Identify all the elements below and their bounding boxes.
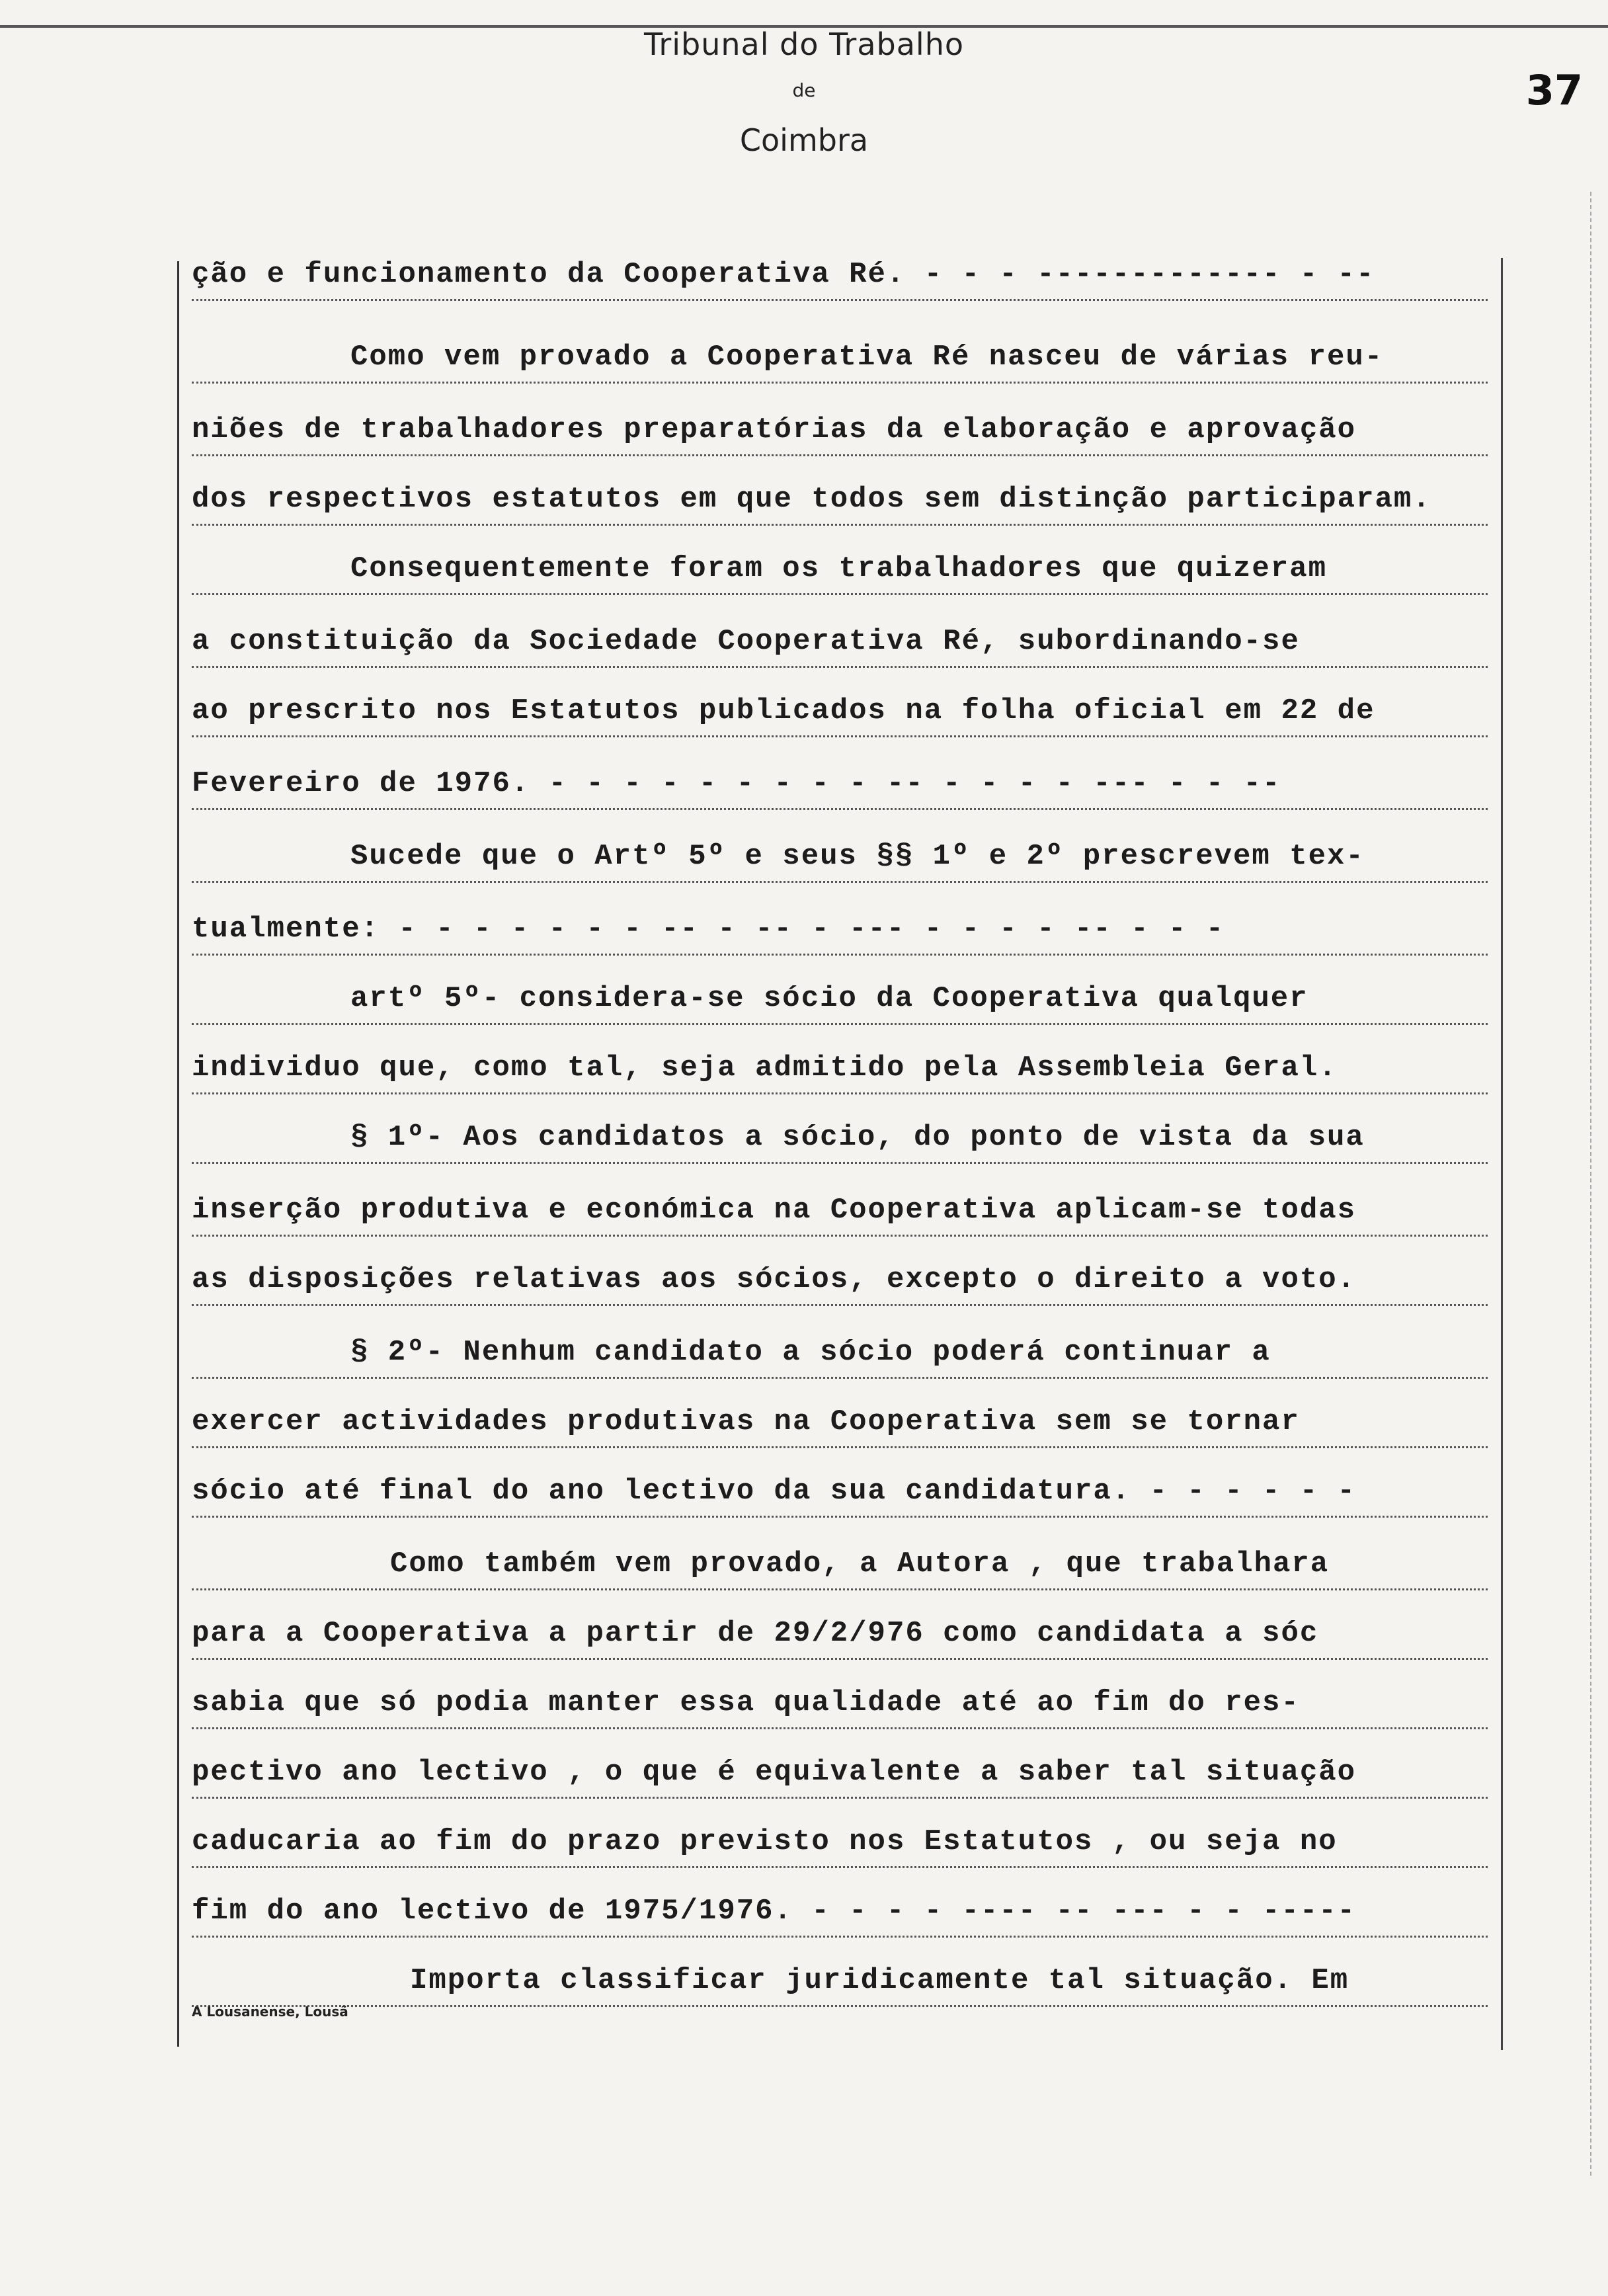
line-text: § 2º- Nenhum candidato a sócio poderá continuar a	[350, 1336, 1271, 1369]
line-text: inserção produtiva e económica na Cooperativa aplicam-se todas	[192, 1194, 1357, 1227]
text-line	[192, 896, 1488, 956]
text-line	[192, 1600, 1488, 1660]
text-line	[192, 466, 1488, 526]
line-text: caducaria ao fim do prazo previsto nos Estatutos , ou seja no	[192, 1825, 1338, 1858]
text-line	[192, 1458, 1488, 1518]
text-line	[192, 536, 1488, 595]
line-text: as disposições relativas aos sócios, excepto o direito a voto.	[192, 1263, 1357, 1296]
text-line	[192, 1247, 1488, 1306]
line-text: individuo que, como tal, seja admitido pela Assembleia Geral.	[192, 1051, 1338, 1085]
text-line	[192, 397, 1488, 456]
line-text: Importa classificar juridicamente tal situação. Em	[410, 1964, 1349, 1997]
line-text: Consequentemente foram os trabalhadores que quizeram	[350, 552, 1328, 585]
text-line	[192, 1670, 1488, 1729]
line-text: § 1º- Aos candidatos a sócio, do ponto de vista da sua	[350, 1121, 1365, 1154]
line-text: sócio até final do ano lectivo da sua candidatura. - - - - - -	[192, 1475, 1357, 1508]
page-number: 37	[1525, 66, 1583, 114]
line-text: exercer actividades produtivas na Cooperativa sem se tornar	[192, 1405, 1300, 1438]
line-text: ao prescrito nos Estatutos publicados na folha oficial em 22 de	[192, 694, 1375, 727]
text-line	[192, 965, 1488, 1025]
printer-imprint: A Lousanense, Lousã	[192, 2004, 348, 2020]
text-line	[192, 751, 1488, 810]
line-text: ção e funcionamento da Cooperativa Ré. - - - ------------- - --	[192, 258, 1375, 291]
text-line	[192, 1035, 1488, 1094]
text-line	[192, 1319, 1488, 1379]
text-line	[192, 1531, 1488, 1590]
text-line	[192, 324, 1488, 384]
line-text: fim do ano lectivo de 1975/1976. - - - - ---- -- --- - - -----	[192, 1895, 1357, 1928]
court-name: Tribunal do Trabalho	[644, 26, 964, 62]
text-line	[192, 1809, 1488, 1868]
line-text: Sucede que o Artº 5º e seus §§ 1º e 2º prescrevem tex-	[350, 840, 1365, 873]
text-line	[192, 608, 1488, 668]
line-text: sabia que só podia manter essa qualidade até ao fim do res-	[192, 1686, 1300, 1719]
page-edge	[1590, 192, 1593, 2176]
court-preposition: de	[792, 79, 816, 101]
left-margin-rule	[177, 261, 179, 2047]
text-line	[192, 1177, 1488, 1237]
line-text: Como também vem provado, a Autora , que trabalhara	[390, 1547, 1330, 1580]
text-line	[192, 1389, 1488, 1448]
text-line	[192, 1739, 1488, 1799]
text-line	[192, 1104, 1488, 1164]
text-line	[192, 1948, 1488, 2007]
right-margin-rule	[1501, 258, 1503, 2050]
line-text: artº 5º- considera-se sócio da Cooperativa qualquer	[350, 982, 1308, 1015]
text-line	[192, 1878, 1488, 1938]
line-text: tualmente: - - - - - - - -- - -- - --- - - - - -- - - -	[192, 913, 1225, 946]
line-text: a constituição da Sociedade Cooperativa Ré, subordinando-se	[192, 625, 1300, 658]
line-text: para a Cooperativa a partir de 29/2/976 como candidata a sóc	[192, 1617, 1319, 1650]
text-line	[192, 678, 1488, 737]
text-line	[192, 241, 1488, 301]
line-text: Fevereiro de 1976. - - - - - - - - - -- - - - - --- - - --	[192, 767, 1281, 800]
line-text: dos respectivos estatutos em que todos sem distinção participaram.	[192, 483, 1431, 516]
line-text: niões de trabalhadores preparatórias da elaboração e aprovação	[192, 413, 1357, 446]
text-line	[192, 823, 1488, 883]
line-text: pectivo ano lectivo , o que é equivalente a saber tal situação	[192, 1756, 1357, 1789]
line-text: Como vem provado a Cooperativa Ré nasceu de várias reu-	[350, 341, 1384, 374]
court-city: Coimbra	[739, 122, 869, 158]
